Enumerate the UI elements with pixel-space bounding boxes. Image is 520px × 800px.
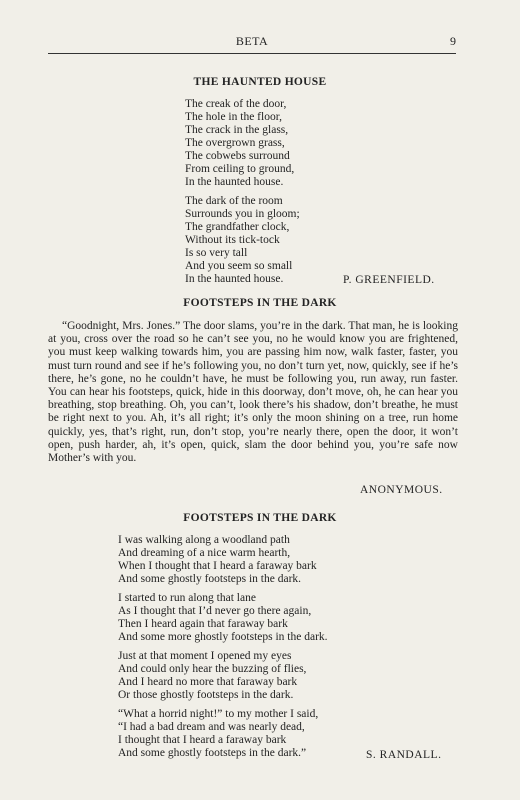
poem2-author: S. RANDALL. xyxy=(366,749,442,761)
header-rule xyxy=(48,53,456,54)
poem-line: And some ghostly footsteps in the dark.” xyxy=(118,747,307,759)
poem-line: And could only hear the buzzing of flies, xyxy=(118,663,307,675)
poem-line: The creak of the door, xyxy=(185,98,287,110)
poem-line: Then I heard again that faraway bark xyxy=(118,618,288,630)
poem-line: The crack in the glass, xyxy=(185,124,289,136)
poem-line: From ceiling to ground, xyxy=(185,163,295,175)
poem-line: The dark of the room xyxy=(185,195,283,207)
poem-line: Just at that moment I opened my eyes xyxy=(118,650,292,662)
poem1-title: THE HAUNTED HOUSE xyxy=(193,76,327,88)
poem-line: In the haunted house. xyxy=(185,176,284,188)
prose-body: “Goodnight, Mrs. Jones.” The door slams, you’re in the dark. That man, he is looking at you, cross over the road so he can’t see you, no he would know you are frightened, you must keep walking towards him, you are passing him now, walk faster, faster, you must turn round and see if he’s following you, no don’t turn yet, now, quickly, see if he’s there, he’s gone, no he couldn’t have, he must be following you, run away, run faster. You can hear his footsteps, quick, hide in this doorway, don’t move, oh, he can hear you breathing, stop breathing. Oh, you can’t, look there’s his shadow, don’t breathe, he must be right next to you. Ah, it’s all right; it’s only the moon shining on a tree, run home quickly, yes, that’s right, run, don’t stop, you’re nearly there, open the door, it won’t open, push harder, ah, it’s open, quick, slam the door behind you, you’re safe now Mother’s with you. xyxy=(48,320,458,465)
poem2-title: FOOTSTEPS IN THE DARK xyxy=(183,512,337,524)
poem-line: “I had a bad dream and was nearly dead, xyxy=(118,721,305,733)
poem-stanza xyxy=(118,708,328,760)
poem1-body xyxy=(185,98,300,292)
poem-line: And dreaming of a nice warm hearth, xyxy=(118,547,291,559)
poem-line: The grandfather clock, xyxy=(185,221,290,233)
prose-title: FOOTSTEPS IN THE DARK xyxy=(183,297,337,309)
poem-line: I started to run along that lane xyxy=(118,592,256,604)
poem-line: The cobwebs surround xyxy=(185,150,290,162)
page-number: 9 xyxy=(450,34,456,48)
poem-line: “What a horrid night!” to my mother I said, xyxy=(118,708,319,720)
poem-line: And I heard no more that faraway bark xyxy=(118,676,298,688)
poem-stanza xyxy=(118,592,328,644)
poem-line: And some more ghostly footsteps in the dark. xyxy=(118,631,328,643)
poem-line: Without its tick-tock xyxy=(185,234,280,246)
poem-stanza xyxy=(185,98,300,189)
poem-line: The overgrown grass, xyxy=(185,137,285,149)
poem-line: And you seem so small xyxy=(185,260,293,272)
journal-title: BETA xyxy=(235,34,269,48)
poem-stanza xyxy=(118,534,328,586)
poem-line: Is so very tall xyxy=(185,247,248,259)
poem-line: As I thought that I’d never go there again, xyxy=(118,605,312,617)
poem-line: I was walking along a woodland path xyxy=(118,534,290,546)
poem-line: Or those ghostly footsteps in the dark. xyxy=(118,689,294,701)
poem-stanza xyxy=(185,195,300,286)
poem-line: I thought that I heard a faraway bark xyxy=(118,734,287,746)
poem2-body xyxy=(118,534,328,766)
poem1-author: P. GREENFIELD. xyxy=(343,274,435,286)
poem-stanza xyxy=(118,650,328,702)
poem-line: The hole in the floor, xyxy=(185,111,282,123)
poem-line: Surrounds you in gloom; xyxy=(185,208,300,220)
poem-line: When I thought that I heard a faraway bark xyxy=(118,560,317,572)
page-header xyxy=(48,34,456,54)
prose-author: ANONYMOUS. xyxy=(360,484,443,496)
poem-line: And some ghostly footsteps in the dark. xyxy=(118,573,302,585)
poem-line: In the haunted house. xyxy=(185,273,284,285)
